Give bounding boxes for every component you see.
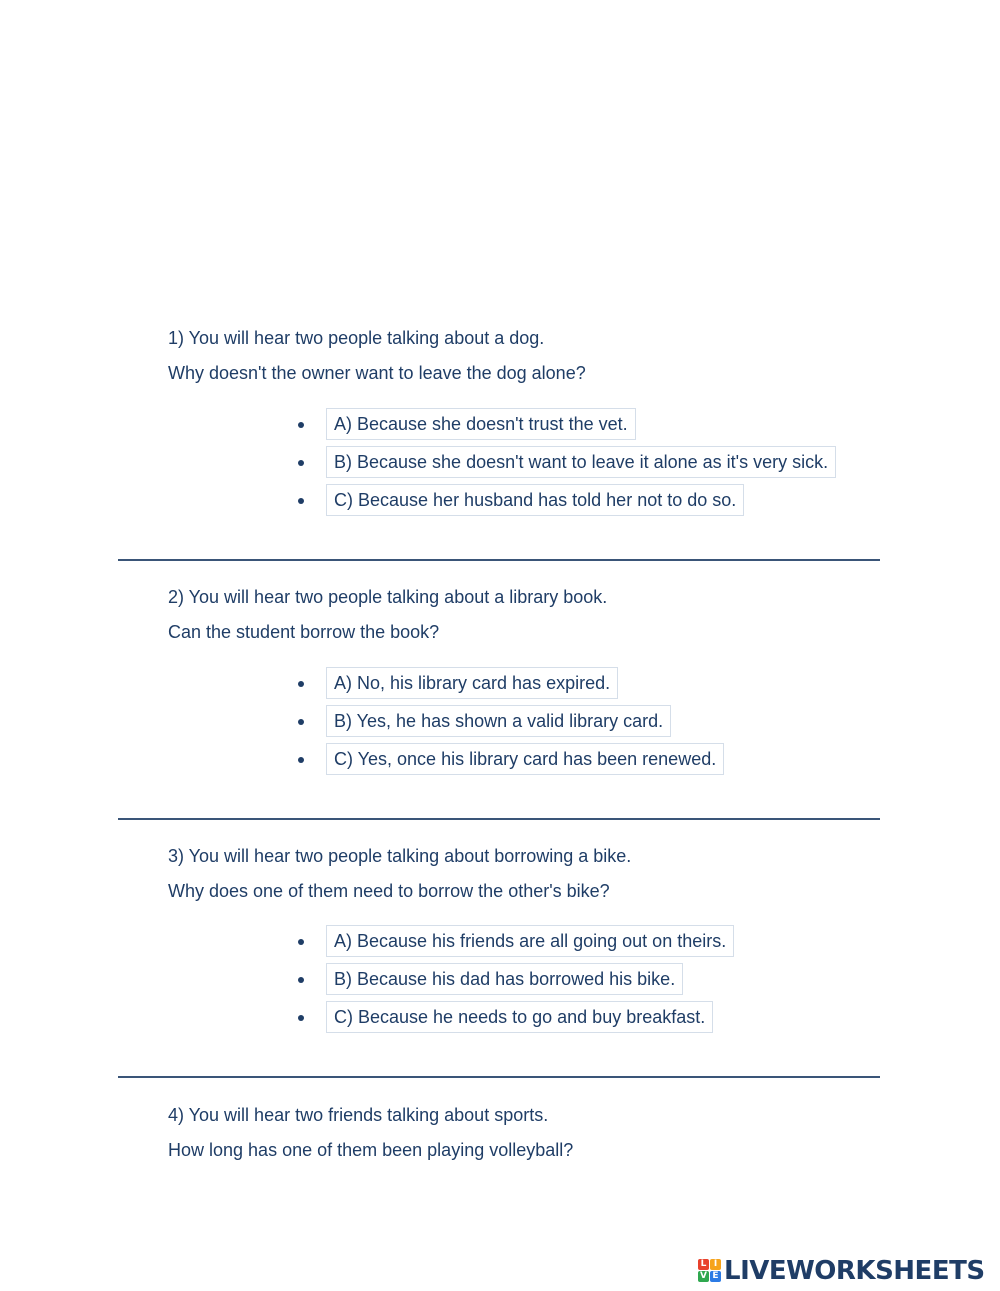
bullet-icon [298, 1015, 304, 1021]
answer-option-button[interactable]: A) Because his friends are all going out on theirs. [326, 925, 734, 957]
logo-block-i: I [710, 1259, 721, 1270]
answer-option-button[interactable]: B) Yes, he has shown a valid library card. [326, 705, 671, 737]
bullet-icon [298, 422, 304, 428]
logo-block-v: V [698, 1271, 709, 1282]
answer-option-button[interactable]: C) Yes, once his library card has been renewed. [326, 743, 724, 775]
logo-text: LIVEWORKSHEETS [724, 1256, 985, 1286]
bullet-icon [298, 681, 304, 687]
question-2-text: Can the student borrow the book? [168, 622, 440, 642]
question-3-text: Why does one of them need to borrow the other's bike? [168, 881, 610, 901]
logo-block-l: L [698, 1259, 709, 1270]
answer-option-button[interactable]: A) Because she doesn't trust the vet. [326, 408, 636, 440]
liveworksheets-logo [698, 1254, 985, 1288]
section-divider [118, 818, 880, 820]
question-2-prompt: 2) You will hear two people talking about a library book. [168, 587, 608, 607]
bullet-icon [298, 719, 304, 725]
section-divider [118, 559, 880, 561]
bullet-icon [298, 939, 304, 945]
answer-option-button[interactable]: A) No, his library card has expired. [326, 667, 618, 699]
section-divider [118, 1076, 880, 1078]
answer-option-button[interactable]: B) Because his dad has borrowed his bike. [326, 963, 683, 995]
bullet-icon [298, 757, 304, 763]
question-4-text: How long has one of them been playing volleyball? [168, 1140, 574, 1160]
bullet-icon [298, 977, 304, 983]
question-4-prompt: 4) You will hear two friends talking about sports. [168, 1105, 549, 1125]
question-1-prompt: 1) You will hear two people talking about a dog. [168, 328, 545, 348]
bullet-icon [298, 460, 304, 466]
answer-option-button[interactable]: C) Because her husband has told her not to do so. [326, 484, 744, 516]
question-3-prompt: 3) You will hear two people talking about borrowing a bike. [168, 846, 632, 866]
question-1-text: Why doesn't the owner want to leave the dog alone? [168, 363, 586, 383]
answer-option-button[interactable]: B) Because she doesn't want to leave it alone as it's very sick. [326, 446, 836, 478]
logo-block-e: E [710, 1271, 721, 1282]
logo-blocks-icon [698, 1259, 722, 1283]
answer-option-button[interactable]: C) Because he needs to go and buy breakfast. [326, 1001, 713, 1033]
bullet-icon [298, 498, 304, 504]
